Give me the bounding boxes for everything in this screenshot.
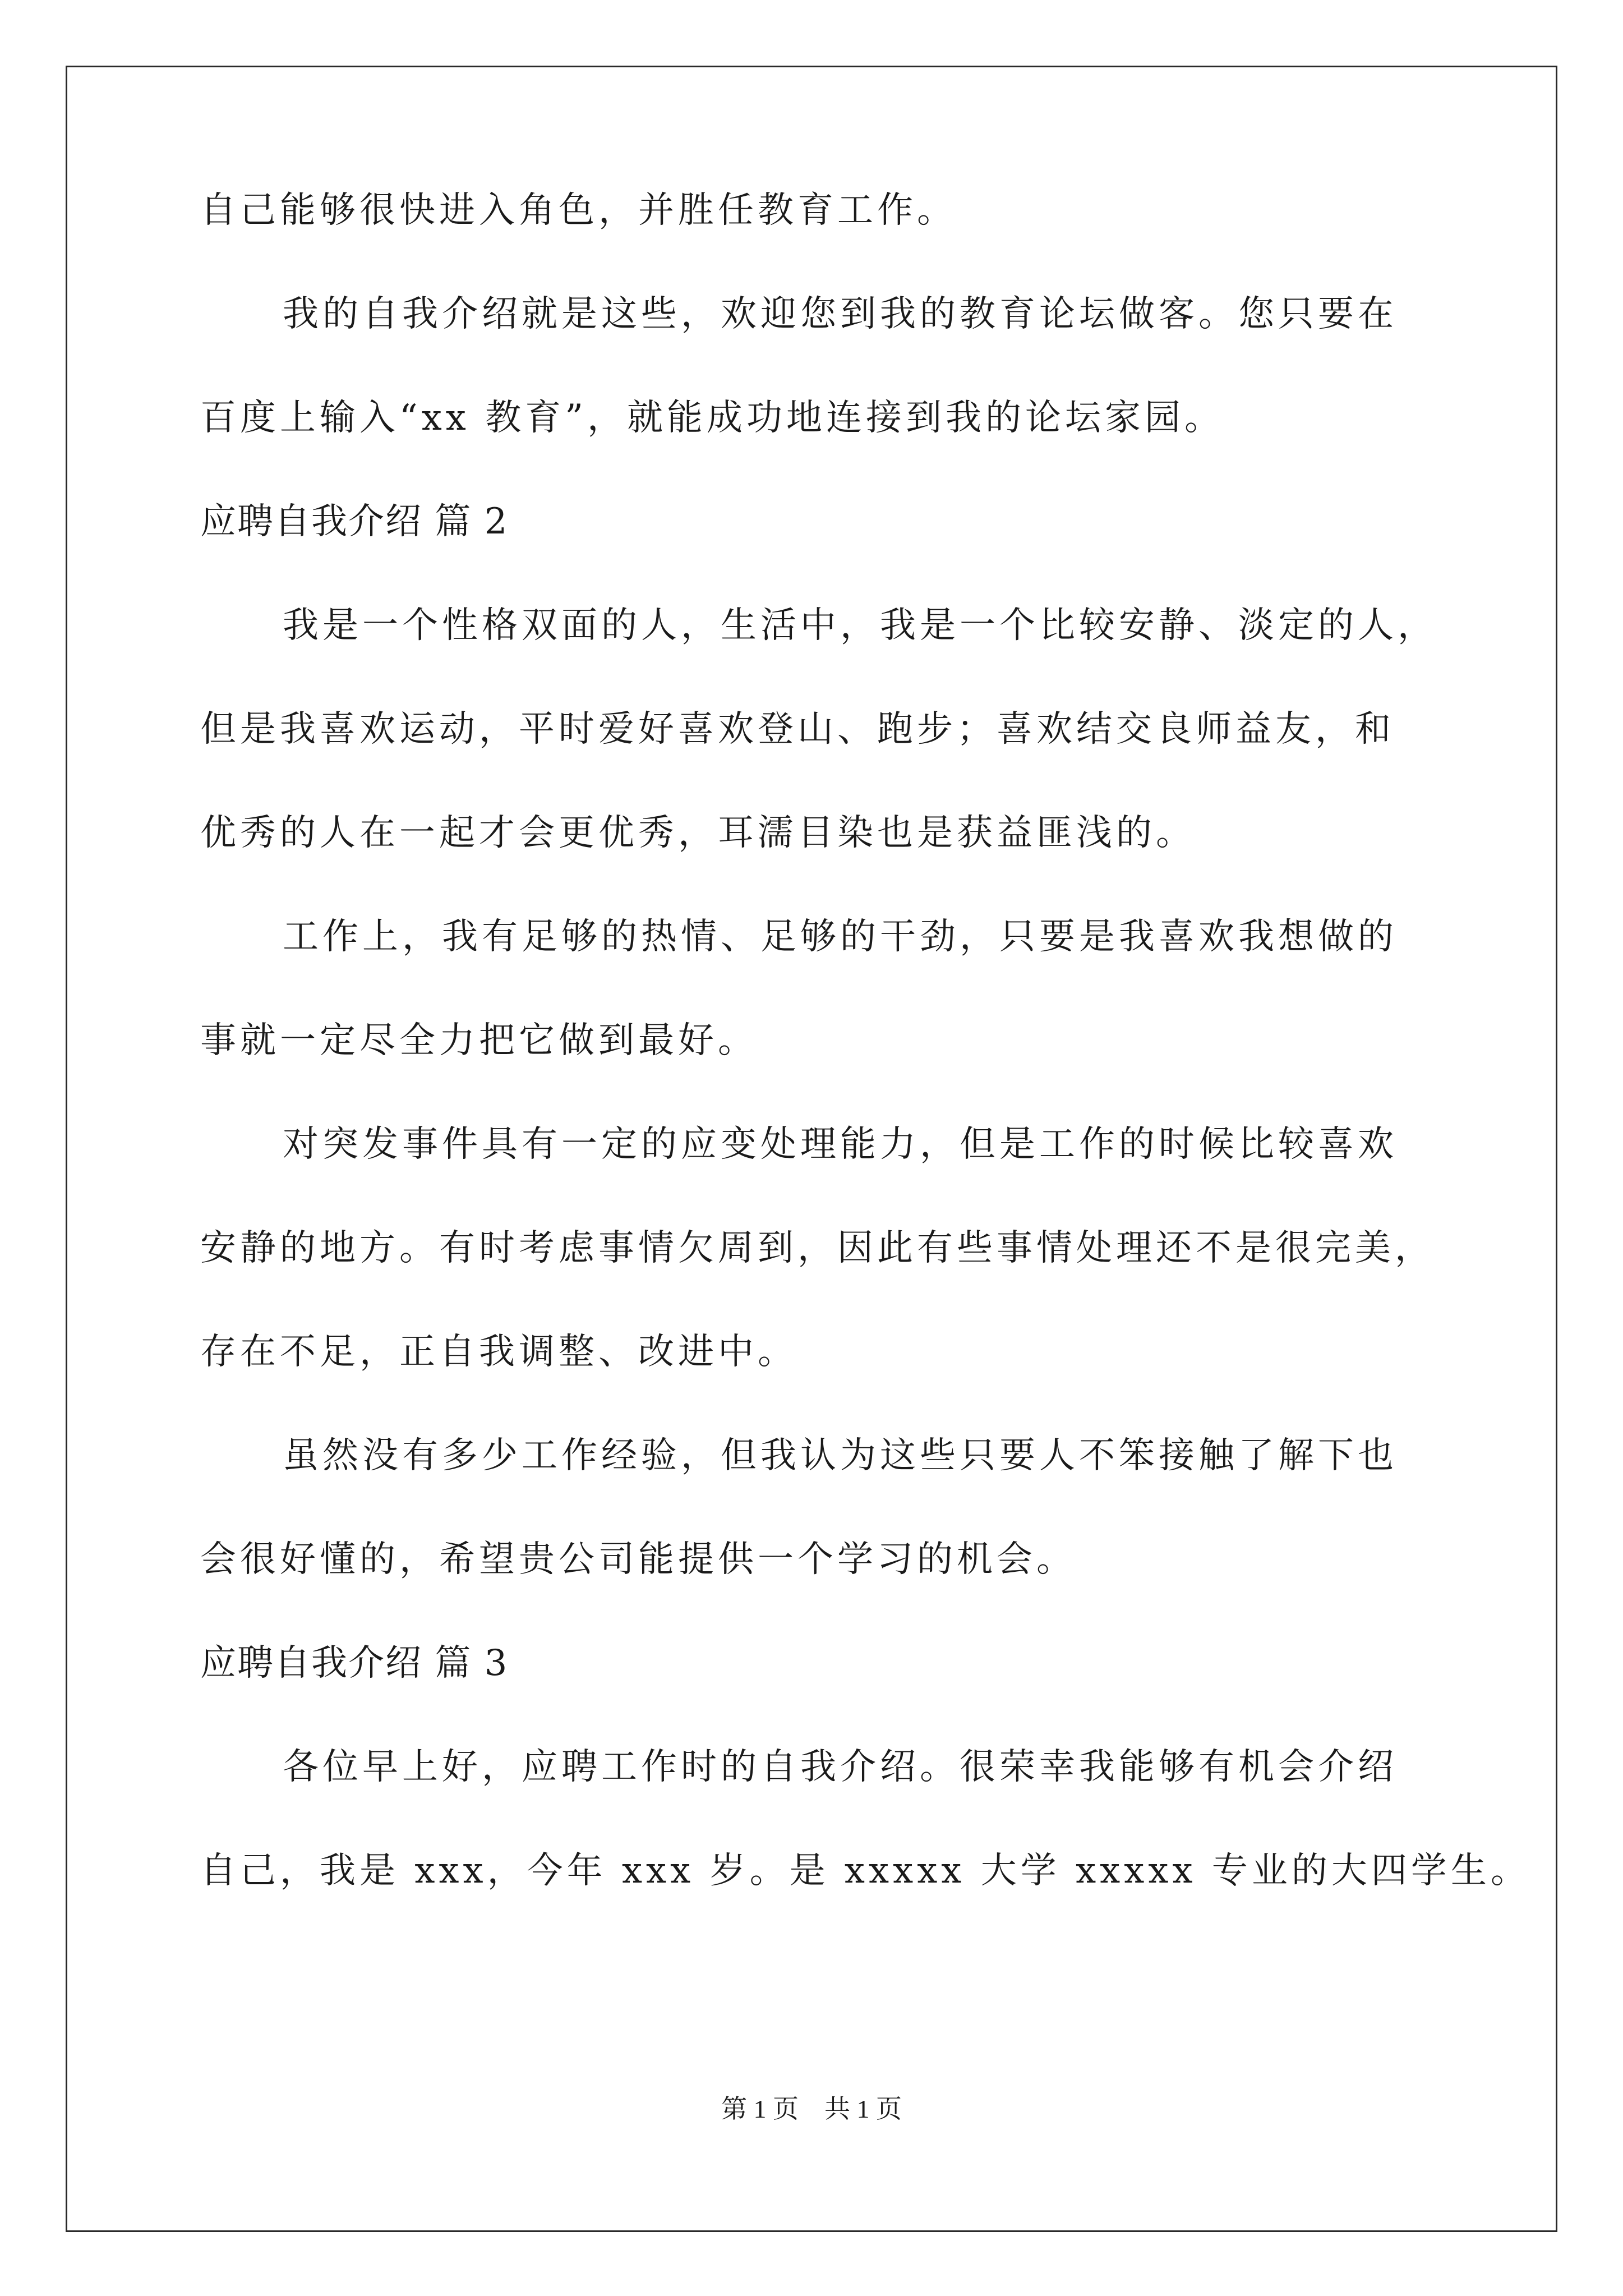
page-total: 共 1 页 [824, 2095, 902, 2123]
paragraph-line: 我是一个性格双面的人，生活中，我是一个比较安静、淡定的人， [283, 605, 1437, 646]
paragraph-line: 对突发事件具有一定的应变处理能力，但是工作的时候比较喜欢 [283, 1124, 1398, 1165]
paragraph-line: 我的自我介绍就是这些，欢迎您到我的教育论坛做客。您只要在 [283, 293, 1398, 335]
paragraph-line: 自己能够很快进入角色，并胜任教育工作。 [200, 190, 957, 231]
section-heading: 应聘自我介绍 篇 2 [200, 501, 509, 542]
paragraph-line: 事就一定尽全力把它做到最好。 [200, 1020, 758, 1061]
paragraph-line: 工作上，我有足够的热情、足够的干劲，只要是我喜欢我想做的 [283, 916, 1398, 958]
page-footer [0, 2092, 1623, 2126]
paragraph-line: 优秀的人在一起才会更优秀，耳濡目染也是获益匪浅的。 [200, 812, 1196, 854]
section-heading: 应聘自我介绍 篇 3 [200, 1642, 509, 1684]
paragraph-line: 百度上输入“xx 教育”，就能成功地连接到我的论坛家园。 [200, 397, 1224, 439]
paragraph-line: 各位早上好，应聘工作时的自我介绍。很荣幸我能够有机会介绍 [283, 1746, 1398, 1788]
paragraph-line: 自己，我是 xxx，今年 xxx 岁。是 xxxxx 大学 xxxxx 专业的大四学生。 [200, 1850, 1530, 1892]
paragraph-line: 虽然没有多少工作经验，但我认为这些只要人不笨接触了解下也 [283, 1435, 1398, 1476]
paragraph-line: 会很好懂的，希望贵公司能提供一个学习的机会。 [200, 1539, 1076, 1580]
paragraph-line: 安静的地方。有时考虑事情欠周到，因此有些事情处理还不是很完美， [200, 1227, 1435, 1269]
paragraph-line: 存在不足，正自我调整、改进中。 [200, 1331, 797, 1373]
paragraph-line: 但是我喜欢运动，平时爱好喜欢登山、跑步；喜欢结交良师益友，和 [200, 708, 1395, 750]
page-number: 第 1 页 [721, 2095, 799, 2123]
